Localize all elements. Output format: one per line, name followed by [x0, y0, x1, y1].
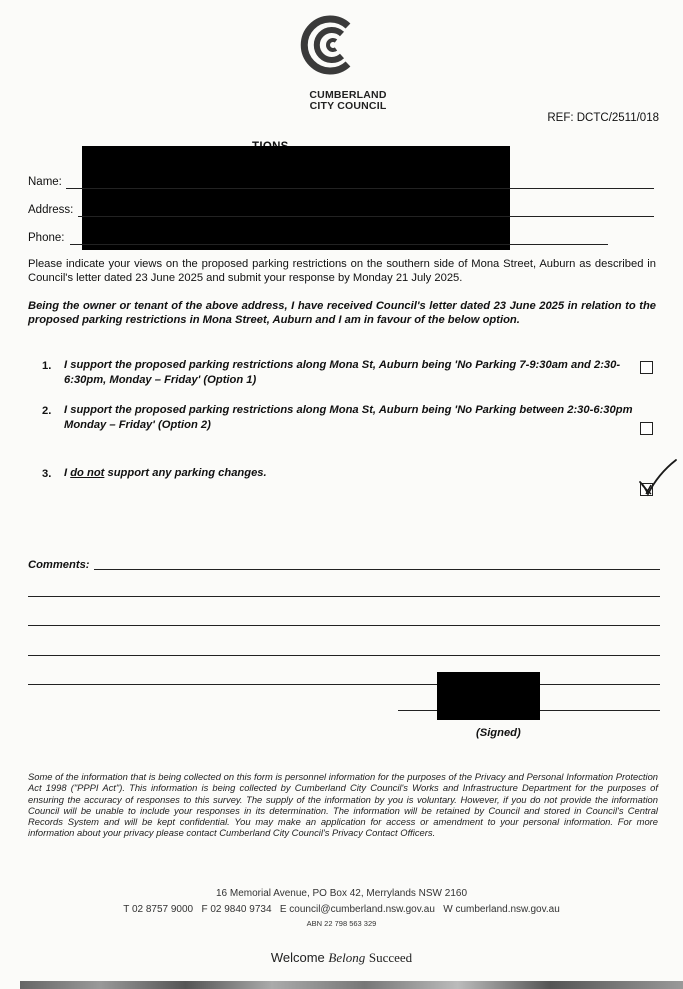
address-field[interactable] [78, 216, 654, 217]
option-1-checkbox[interactable] [640, 361, 653, 374]
option-3-text [64, 466, 634, 481]
option-3-text-underlined: do not [70, 467, 105, 479]
signed-label: (Signed) [476, 727, 521, 739]
option-2-number: 2. [42, 405, 52, 417]
signature-redaction [437, 672, 540, 720]
handwritten-tick-icon [634, 456, 680, 498]
comments-label: Comments: [28, 559, 90, 571]
phone-label: Phone: [28, 232, 65, 244]
reference-number: REF: DCTC/2511/018 [547, 112, 659, 124]
comments-line-3[interactable] [28, 625, 660, 626]
statement-paragraph: Being the owner or tenant of the above address, I have received Council's letter dated 23 June 2025 in relation to the proposed parking restrictions in Mona Street, Auburn and I am in favour of the below option. [28, 300, 656, 326]
phone-field[interactable] [70, 244, 608, 245]
footer-abn: ABN 22 798 563 329 [306, 919, 377, 928]
council-name-line2: CITY COUNCIL [309, 100, 387, 112]
privacy-statement: Some of the information that is being collected on this form is personnel information for the purposes of the Privacy and Personal Information Protection Act 1998 ("PPPI Act"). This information is being collected by Cumberland City Council's Works and Infrastructure Department for the purposes of ensuring the accuracy of responses to this survey. The supply of the information by you is voluntary. However, if you do not provide the information Council will be unable to include your responses in its determination. The information will be retained by Council and stored in Council's Central Records System and will be kept confidential. You may make an application for access or amendment to your personal information. For more information about your privacy please contact Cumberland City Council's Privacy Contact Officers. [28, 771, 658, 839]
option-3-number: 3. [42, 468, 52, 480]
redaction-block [82, 146, 510, 250]
footer-address: 16 Memorial Avenue, PO Box 42, Merrylands NSW 2160 [215, 888, 468, 899]
address-label: Address: [28, 204, 74, 216]
option-2-checkbox[interactable] [640, 422, 653, 435]
tagline [0, 950, 683, 966]
comments-line-5[interactable] [28, 684, 660, 685]
tagline-belong: Belong [328, 950, 366, 965]
tagline-succeed: Succeed [368, 950, 413, 965]
tagline-welcome: Welcome [270, 950, 325, 965]
council-name [288, 90, 408, 112]
council-name-line1: CUMBERLAND [309, 89, 387, 101]
comments-line-1[interactable] [94, 569, 660, 570]
option-1-text: I support the proposed parking restrictions along Mona St, Auburn being 'No Parking 7-9:30am and 2:30-6:30pm, Monday – Friday' (Option 1) [64, 359, 621, 386]
council-logo-icon [298, 8, 360, 82]
option-2-text: I support the proposed parking restrictions along Mona St, Auburn being 'No Parking between 2:30-6:30pm Monday – Friday' (Option 2) [64, 404, 633, 431]
decorative-photo-strip [20, 981, 683, 989]
name-label: Name: [28, 176, 62, 188]
option-3-text-before: I [64, 467, 71, 479]
footer-contacts: T 02 8757 9000 F 02 9840 9734 E council@cumberland.nsw.gov.au W cumberland.nsw.gov.au [123, 904, 560, 915]
comments-line-2[interactable] [28, 596, 660, 597]
comments-line-4[interactable] [28, 655, 660, 656]
intro-paragraph: Please indicate your views on the proposed parking restrictions on the southern side of Mona Street, Auburn as described in Council's letter dated 23 June 2025 and submit your response by Monday 21 July 2025. [28, 258, 656, 284]
name-field[interactable] [66, 188, 654, 189]
option-3-text-after: support any parking changes. [104, 467, 267, 479]
option-1-number: 1. [42, 360, 52, 372]
